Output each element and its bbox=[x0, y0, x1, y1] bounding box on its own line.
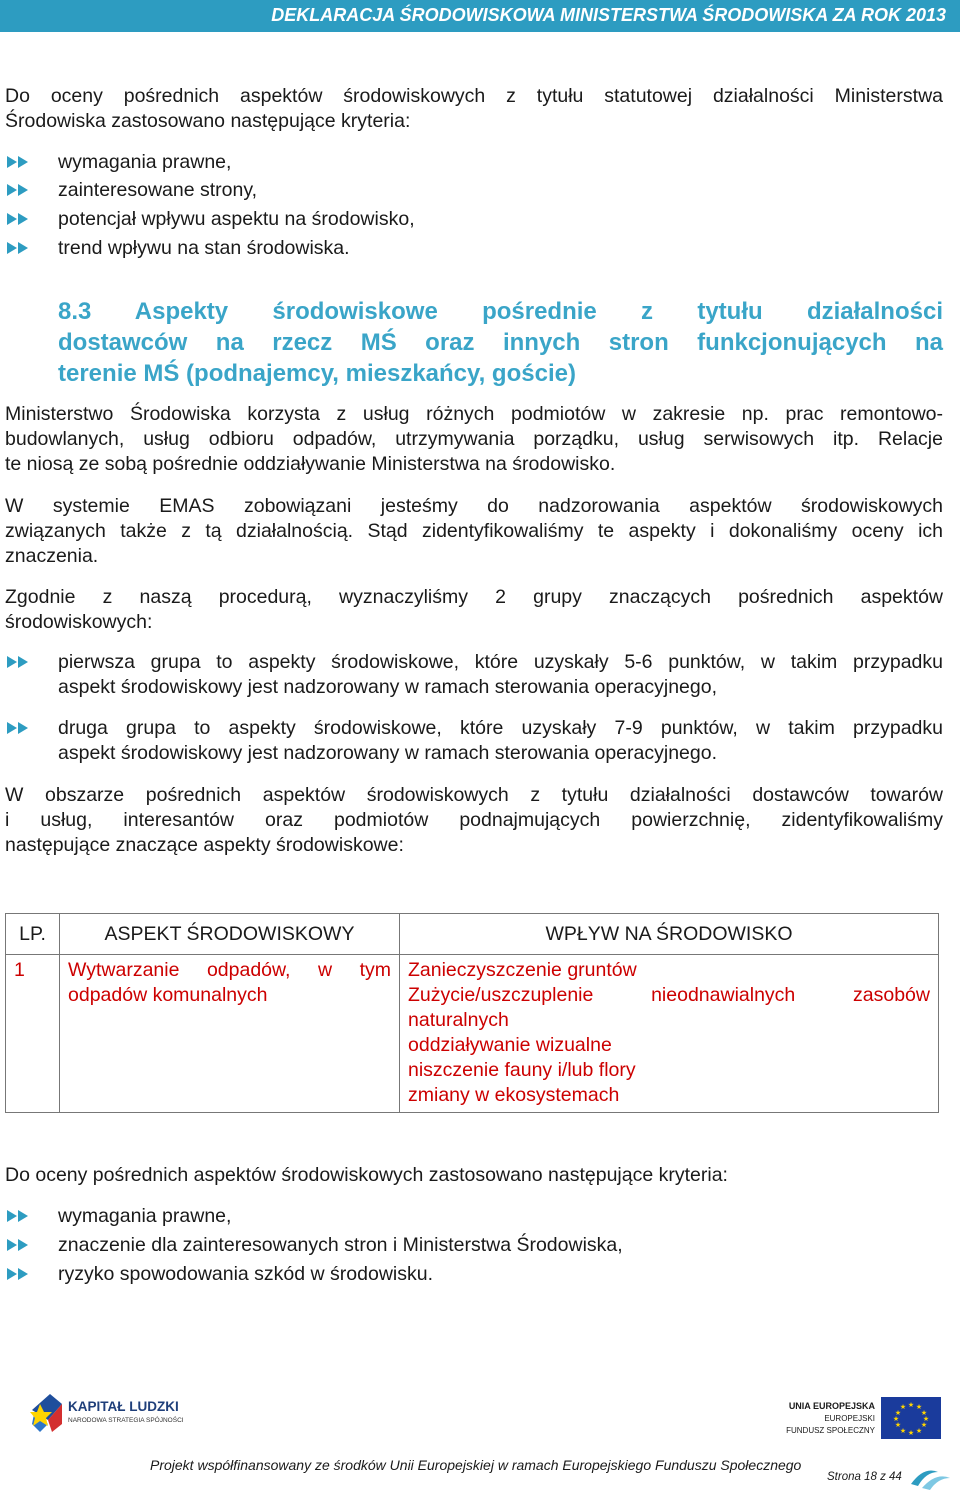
section-heading-line-3: terenie MŚ (podnajemcy, mieszkańcy, goście) bbox=[58, 360, 576, 387]
header-aspect: ASPEKT ŚRODOWISKOWY bbox=[60, 914, 400, 955]
svg-text:★: ★ bbox=[920, 1421, 928, 1429]
list-item: druga grupa to aspekty środowiskowe, które uzyskały 7-9 punktów, w takim przypadku bbox=[58, 717, 943, 739]
table-header-row bbox=[6, 914, 939, 955]
list-item: trend wpływu na stan środowiska. bbox=[58, 237, 350, 259]
list-item: znaczenie dla zainteresowanych stron i Ministerstwa Środowiska, bbox=[58, 1234, 623, 1256]
footer-cofinancing-text: Projekt współfinansowany ze środków Unii Europejskiej w ramach Europejskiego Funduszu Społecznego bbox=[150, 1457, 802, 1473]
svg-text:★: ★ bbox=[907, 1401, 915, 1409]
cell-line: zmiany w ekosystemach bbox=[408, 1084, 620, 1106]
svg-text:★: ★ bbox=[899, 1427, 907, 1435]
eu-flag-icon bbox=[881, 1397, 941, 1439]
eu-logo-line-1: UNIA EUROPEJSKA bbox=[788, 1401, 875, 1411]
cell-aspect bbox=[60, 955, 400, 1113]
paragraph-line: W obszarze pośrednich aspektów środowiskowych z tytułu działalności dostawców towarów bbox=[5, 784, 943, 806]
svg-text:★: ★ bbox=[922, 1415, 930, 1423]
table-row bbox=[6, 955, 939, 1113]
paragraph-line: i usług, interesantów oraz podmiotów podnajmujących powierzchnię, zidentyfikowaliśmy bbox=[5, 809, 943, 831]
paragraph-line: związanych także z tą działalnością. Stąd zidentyfikowaliśmy te aspekty i dokonaliśmy oceny ich bbox=[5, 520, 943, 542]
aspects-table bbox=[5, 913, 939, 1113]
kapital-ludzki-sub: NARODOWA STRATEGIA SPÓJNOŚCI bbox=[68, 1417, 184, 1424]
paragraph-line: następujące znaczące aspekty środowiskowe: bbox=[5, 834, 404, 856]
cell-lp: 1 bbox=[6, 955, 60, 1113]
svg-text:★: ★ bbox=[899, 1403, 907, 1411]
header-title: DEKLARACJA ŚRODOWISKOWA MINISTERSTWA ŚRODOWISKA ZA ROK 2013 bbox=[271, 5, 946, 25]
paragraph-line: Zgodnie z naszą procedurą, wyznaczyliśmy 2 grupy znaczących pośrednich aspektów bbox=[5, 586, 943, 608]
double-chevron-icon bbox=[5, 654, 33, 670]
list-item: zainteresowane strony, bbox=[58, 179, 258, 201]
cell-line: oddziaływanie wizualne bbox=[408, 1034, 612, 1056]
cell-line: naturalnych bbox=[408, 1009, 509, 1031]
paragraph-line: te niosą ze sobą pośrednie oddziaływanie Ministerstwa na środowisko. bbox=[5, 453, 616, 475]
list-item-cont: aspekt środowiskowy jest nadzorowany w ramach sterowania operacyjnego. bbox=[58, 742, 717, 764]
list-item-cont: aspekt środowiskowy jest nadzorowany w ramach sterowania operacyjnego, bbox=[58, 676, 717, 698]
page-header bbox=[0, 0, 960, 32]
kapital-ludzki-logo bbox=[30, 1390, 195, 1436]
list-item: wymagania prawne, bbox=[58, 1205, 232, 1227]
cell-line: niszczenie fauny i/lub flory bbox=[408, 1059, 636, 1081]
double-chevron-icon bbox=[5, 720, 33, 736]
svg-text:★: ★ bbox=[915, 1427, 923, 1435]
svg-text:★: ★ bbox=[894, 1421, 902, 1429]
eu-efs-logo bbox=[765, 1395, 945, 1443]
paragraph-line: Ministerstwo Środowiska korzysta z usług różnych podmiotów w zakresie np. prac remontowo- bbox=[5, 403, 943, 425]
list-item: pierwsza grupa to aspekty środowiskowe, które uzyskały 5-6 punktów, w takim przypadku bbox=[58, 651, 943, 673]
intro-line-2: Środowiska zastosowano następujące kryteria: bbox=[5, 110, 411, 132]
double-chevron-icon bbox=[5, 211, 33, 227]
list-item: wymagania prawne, bbox=[58, 151, 232, 173]
double-chevron-icon bbox=[5, 1266, 33, 1282]
double-chevron-icon bbox=[5, 1208, 33, 1224]
svg-text:★: ★ bbox=[892, 1415, 900, 1423]
svg-text:★: ★ bbox=[920, 1409, 928, 1417]
cell-impact bbox=[400, 955, 939, 1113]
cell-line: Wytwarzanie odpadów, w tym bbox=[68, 959, 391, 981]
double-chevron-icon bbox=[5, 182, 33, 198]
double-chevron-icon bbox=[5, 1237, 33, 1253]
header-lp: LP. bbox=[6, 914, 60, 955]
svg-text:★: ★ bbox=[907, 1429, 915, 1437]
list-item: potencjał wpływu aspektu na środowisko, bbox=[58, 208, 415, 230]
svg-text:★: ★ bbox=[894, 1409, 902, 1417]
page-number: Strona 18 z 44 bbox=[827, 1471, 902, 1483]
kapital-ludzki-name: KAPITAŁ LUDZKI bbox=[68, 1399, 179, 1414]
paragraph-line: znaczenia. bbox=[5, 545, 99, 567]
paragraph-line: środowiskowych: bbox=[5, 611, 153, 633]
cell-line: Zanieczyszczenie gruntów bbox=[408, 959, 637, 981]
section-heading-line-1: 8.3 Aspekty środowiskowe pośrednie z tytułu działalności bbox=[58, 298, 943, 325]
corner-swoosh-icon bbox=[908, 1462, 954, 1492]
paragraph-line: W systemie EMAS zobowiązani jesteśmy do nadzorowania aspektów środowiskowych bbox=[5, 495, 943, 517]
kapital-ludzki-emblem-icon bbox=[30, 1390, 64, 1434]
double-chevron-icon bbox=[5, 154, 33, 170]
eu-logo-line-2: EUROPEJSKI bbox=[824, 1414, 875, 1423]
list-item: ryzyko spowodowania szkód w środowisku. bbox=[58, 1263, 433, 1285]
cell-line: odpadów komunalnych bbox=[68, 984, 268, 1006]
eu-logo-line-3: FUNDUSZ SPOŁECZNY bbox=[786, 1426, 875, 1435]
paragraph-line: budowlanych, usług odbioru odpadów, utrzymywania porządku, usług serwisowych itp. Relacje bbox=[5, 428, 943, 450]
header-impact: WPŁYW NA ŚRODOWISKO bbox=[400, 914, 939, 955]
cell-line: Zużycie/uszczuplenie nieodnawialnych zasobów bbox=[408, 984, 930, 1006]
section-heading-line-2: dostawców na rzecz MŚ oraz innych stron funkcjonujących na bbox=[58, 329, 943, 356]
double-chevron-icon bbox=[5, 240, 33, 256]
svg-text:★: ★ bbox=[915, 1403, 923, 1411]
intro-line-1: Do oceny pośrednich aspektów środowiskowych z tytułu statutowej działalności Ministerstwa bbox=[5, 85, 943, 107]
paragraph-line: Do oceny pośrednich aspektów środowiskowych zastosowano następujące kryteria: bbox=[5, 1164, 728, 1186]
